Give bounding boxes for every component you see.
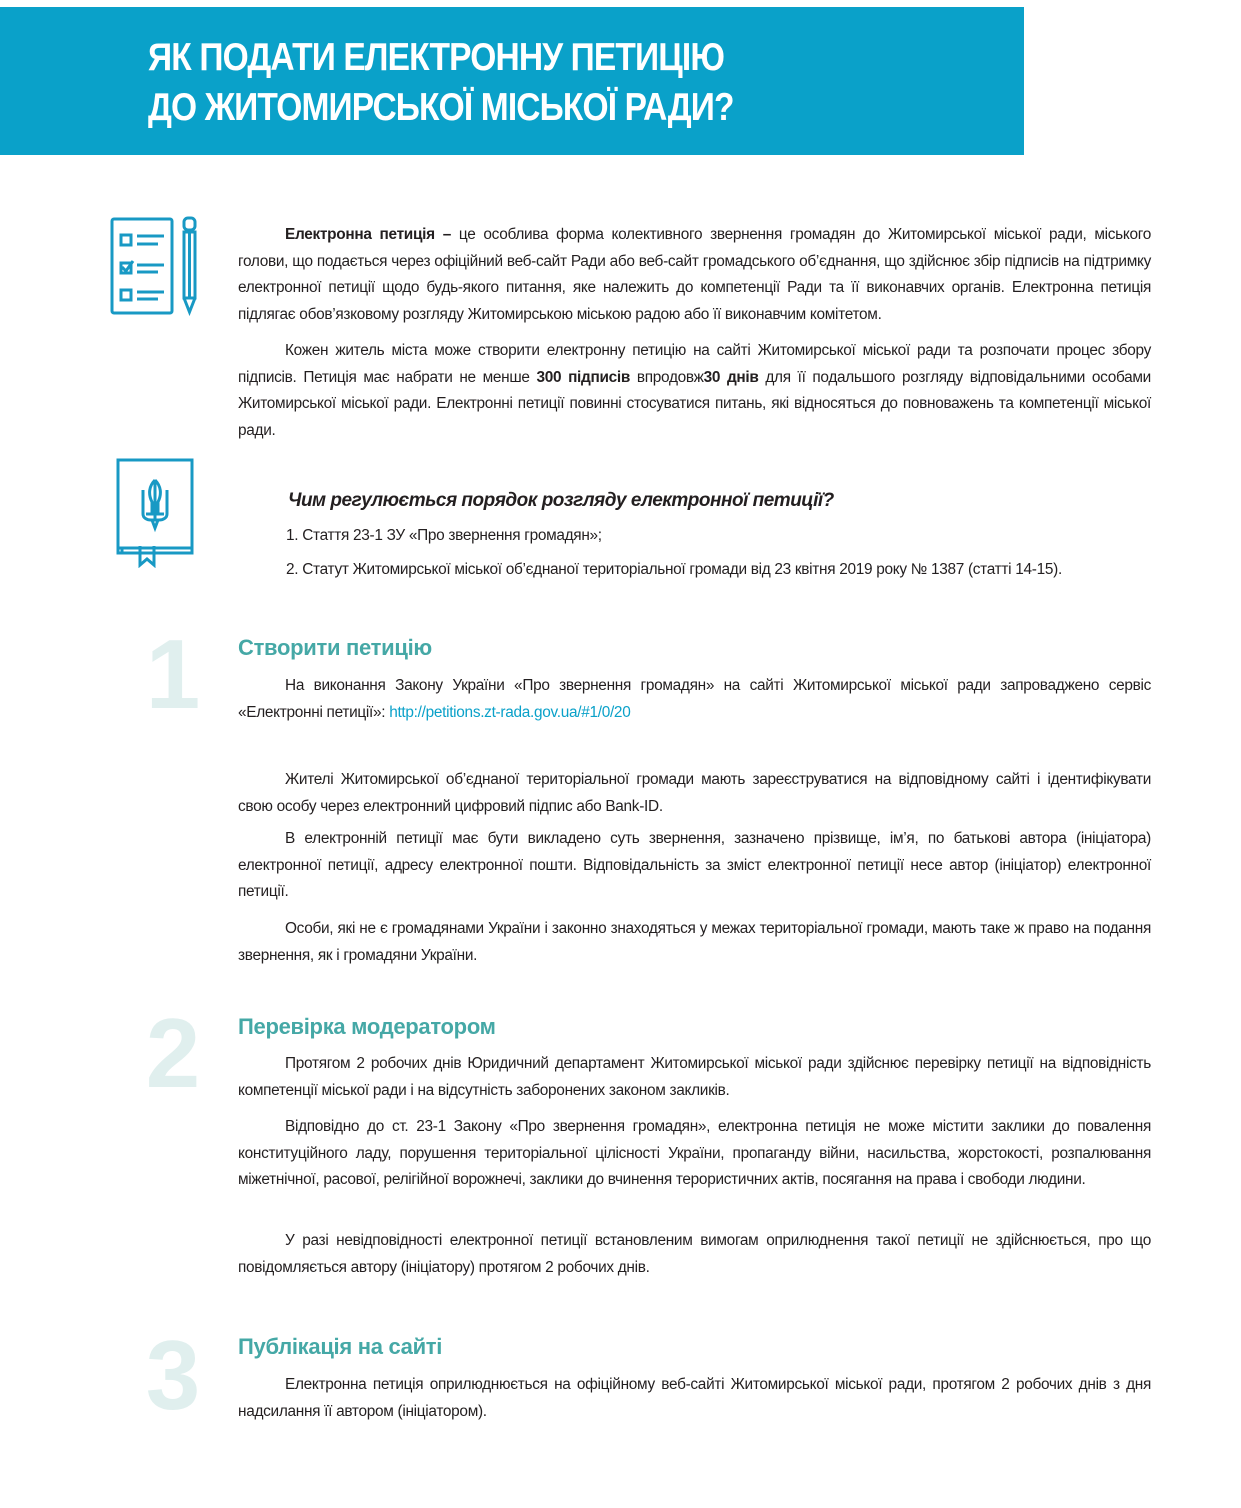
step-number-2: 2 bbox=[145, 998, 201, 1108]
step2-paragraph-2: Відповідно до ст. 23-1 Закону «Про звернення громадян», електронна петиція не може містити заклики до повалення конституційного ладу, порушення територіальної цілісності України, пропаганду війни, насильства, жорстокості, розпалювання міжетнічної, расової, релігійної ворожнечі, заклики до вчинення терористичних актів, посягання на права і свободи людини. bbox=[238, 1118, 1151, 1188]
title-line-2: ДО ЖИТОМИРСЬКОЇ МІСЬКОЇ РАДИ? bbox=[148, 86, 734, 129]
intro-paragraph-1 bbox=[238, 222, 1151, 328]
step1-paragraph-1 bbox=[238, 673, 1151, 726]
step1-paragraph-2: Жителі Житомирської об’єднаної територіальної громади мають зареєструватися на відповідному сайті і ідентифікувати свою особу через електронний цифровий підпис або Bank-ID. bbox=[238, 771, 1151, 815]
intro-paragraph-2 bbox=[238, 338, 1151, 444]
petitions-link[interactable]: http://petitions.zt-rada.gov.ua/#1/0/20 bbox=[389, 703, 631, 721]
checklist-pen-icon bbox=[110, 216, 200, 316]
regulation-item-2: 2. Статут Житомирської міської об’єднаної територіальної громади від 23 квітня 2019 року № 1387 (статті 14-15). bbox=[286, 561, 1062, 578]
regulation-item-1: 1. Стаття 23-1 ЗУ «Про звернення громадян»; bbox=[286, 527, 602, 544]
step2-paragraph-1: Протягом 2 робочих днів Юридичний департамент Житомирської міської ради здійснює перевірку петиції на відповідність компетенції міської ради і на відсутність заборонених законом закликів. bbox=[238, 1055, 1151, 1099]
regulation-question: Чим регулюється порядок розгляду електронної петиції? bbox=[288, 490, 834, 511]
step1-paragraph-3: В електронній петиції має бути викладено суть звернення, зазначено прізвище, ім’я, по батькові автора (ініціатора) електронної петиції, адресу електронної пошти. Відповідальність за зміст електронної петиції несе автор (ініціатор) електронної петиції. bbox=[238, 830, 1151, 900]
step-heading-moderation: Перевірка модератором bbox=[238, 1014, 496, 1039]
step2-paragraph-3: У разі невідповідності електронної петиції встановленим вимогам оприлюднення такої петиції не здійснюється, про що повідомляється автору (ініціатору) протягом 2 робочих днів. bbox=[238, 1232, 1151, 1276]
page-title bbox=[148, 33, 734, 133]
signatures-requirement: 300 підписів bbox=[536, 368, 631, 386]
step-heading-create: Створити петицію bbox=[238, 635, 432, 660]
step1-p1-text: На виконання Закону України «Про звернення громадян» на сайті Житомирської міської ради запроваджено сервіс «Електронні петиції»: bbox=[238, 677, 1151, 721]
title-line-1: ЯК ПОДАТИ ЕЛЕКТРОННУ ПЕТИЦІЮ bbox=[148, 36, 725, 79]
intro-p2-part3: для її подальшого розгляду відповідальними особами Житомирської міської ради. Електронні петиції повинні стосуватися питань, які відносяться до повноважень та компетенції міської ради. bbox=[238, 368, 1151, 439]
step-number-1: 1 bbox=[145, 619, 201, 729]
step3-paragraph-1: Електронна петиція оприлюднюється на офіційному веб-сайті Житомирської міської ради, протягом 2 робочих днів з дня надсилання її автором (ініціатором). bbox=[238, 1376, 1151, 1420]
intro-definition: це особлива форма колективного звернення громадян до Житомирської міської ради, міського голови, що подається через офіційний веб-сайт Ради або веб-сайт громадського об’єднання, що здійснює збір підписів на підтримку електронної петиції щодо будь-якого питання, яке належить до компетенції Ради та її виконавчих органів. Електронна петиція підлягає обов’язковому розгляду Житомирською міською радою або її виконавчим комітетом. bbox=[238, 226, 1152, 323]
step-heading-publication: Публікація на сайті bbox=[238, 1334, 443, 1359]
book-trident-icon bbox=[116, 458, 194, 568]
days-requirement: 30 днів bbox=[703, 368, 759, 386]
step-number-3: 3 bbox=[145, 1320, 201, 1430]
intro-p2-part2: впродовж bbox=[630, 368, 704, 386]
intro-term: Електронна петиція – bbox=[285, 226, 451, 243]
intro-p2-part1: Кожен житель міста може створити електронну петицію на сайті Житомирської міської ради та розпочати процес збору підписів. Петиція має набрати не менше bbox=[238, 342, 1151, 386]
step1-paragraph-4: Особи, які не є громадянами України і законно знаходяться у межах територіальної громади, мають таке ж право на подання звернення, як і громадяни України. bbox=[238, 920, 1151, 964]
